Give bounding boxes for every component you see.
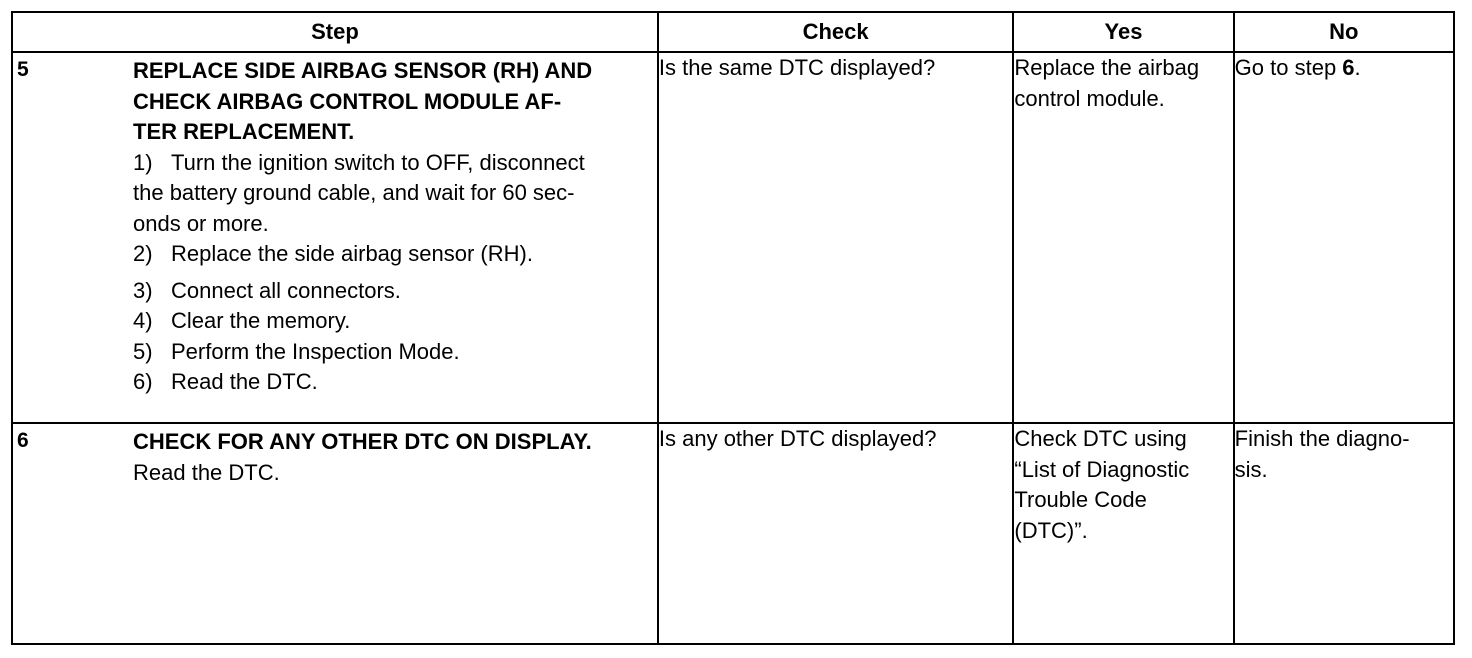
step-number: 6	[17, 429, 29, 452]
substep-text-continued: the battery ground cable, and wait for 60 sec-	[133, 180, 575, 205]
table-row-step-5	[12, 52, 1454, 423]
step-number: 5	[17, 58, 29, 81]
substep-text: Turn the ignition switch to OFF, disconnect	[171, 149, 585, 175]
substep-number: 1)	[133, 149, 153, 175]
check-cell	[658, 423, 1013, 644]
yes-cell	[1013, 52, 1233, 423]
no-text-line: Finish the diagno-	[1234, 426, 1410, 451]
step-body	[133, 424, 657, 488]
no-text-line: sis.	[1234, 456, 1268, 482]
yes-text-line: “List of Diagnostic	[1014, 456, 1190, 482]
substep-text: Perform the Inspection Mode.	[171, 338, 460, 364]
substep-4	[133, 306, 657, 337]
table-row-step-6	[12, 423, 1454, 644]
step-cell	[12, 52, 658, 423]
substep-1	[133, 148, 657, 179]
step-cell	[12, 423, 658, 644]
header-no: No	[1234, 12, 1454, 52]
substep-number: 3)	[133, 277, 153, 303]
substep-text: Clear the memory.	[171, 308, 351, 333]
no-step-link: 6	[1342, 55, 1355, 80]
no-cell	[1234, 423, 1454, 644]
substep-6	[133, 367, 657, 398]
no-text: Go to step	[1234, 55, 1343, 80]
header-row	[12, 12, 1454, 52]
step-title-line: CHECK AIRBAG CONTROL MODULE AF-	[133, 88, 562, 114]
yes-text-line: (DTC)”.	[1014, 517, 1088, 543]
yes-text-line: Trouble Code	[1014, 487, 1147, 512]
step-instruction: Read the DTC.	[133, 459, 280, 485]
substep-text: Replace the side airbag sensor (RH).	[171, 241, 533, 266]
substep-text: Connect all connectors.	[171, 277, 401, 303]
substep-number: 2)	[133, 241, 153, 266]
substep-2	[133, 239, 657, 270]
substep-number: 6)	[133, 369, 153, 394]
header-check: Check	[658, 12, 1013, 52]
no-text-suffix: .	[1354, 55, 1361, 80]
check-text: Is any other DTC displayed?	[658, 426, 937, 451]
substep-text-continued: onds or more.	[133, 210, 269, 236]
substep-5	[133, 337, 657, 368]
substep-text: Read the DTC.	[171, 369, 318, 394]
no-cell	[1234, 52, 1454, 423]
substep-number: 4)	[133, 308, 153, 333]
check-text: Is the same DTC displayed?	[658, 55, 936, 80]
substep-3	[133, 276, 657, 307]
step-title-line: TER REPLACEMENT.	[133, 119, 355, 144]
header-yes: Yes	[1013, 12, 1233, 52]
yes-text-line: control module.	[1014, 85, 1165, 111]
step-body	[133, 53, 657, 398]
yes-cell	[1013, 423, 1233, 644]
check-cell	[658, 52, 1013, 423]
step-title-line: CHECK FOR ANY OTHER DTC ON DISPLAY.	[133, 429, 592, 454]
yes-text-line: Replace the airbag	[1014, 55, 1200, 80]
yes-text-line: Check DTC using	[1014, 426, 1187, 451]
header-step: Step	[12, 12, 658, 52]
step-title-line: REPLACE SIDE AIRBAG SENSOR (RH) AND	[133, 58, 593, 83]
substep-number: 5)	[133, 338, 153, 364]
diagnostic-procedure-table	[11, 11, 1455, 645]
